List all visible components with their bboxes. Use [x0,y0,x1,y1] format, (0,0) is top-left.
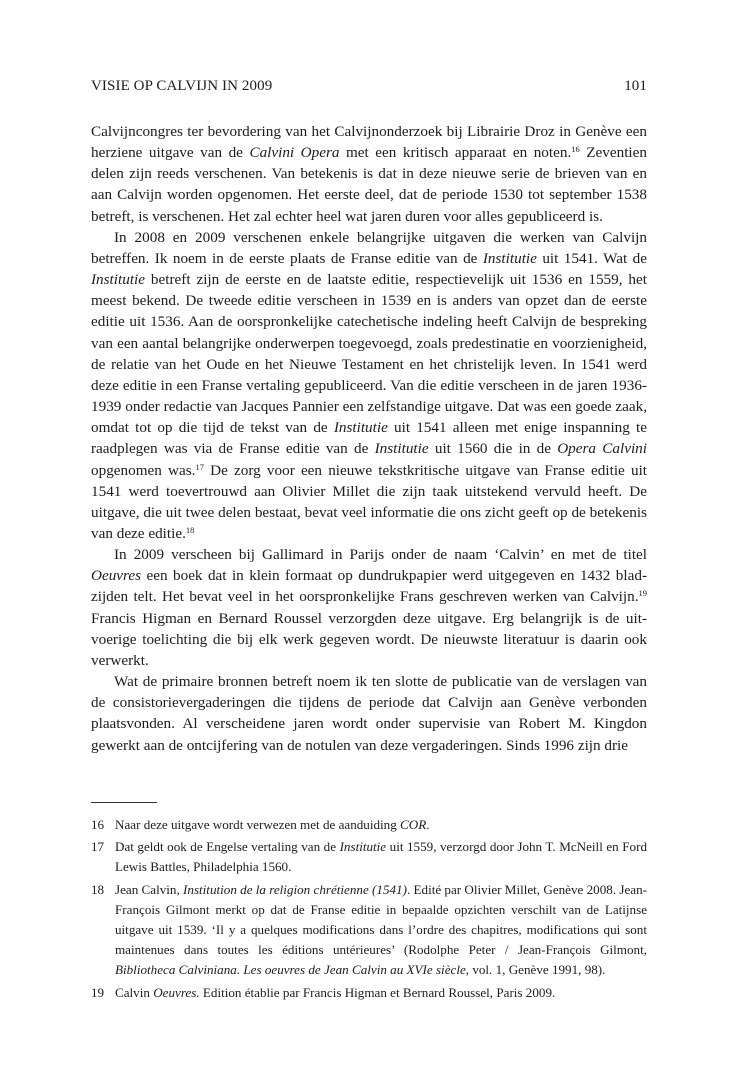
footnote-separator [91,802,157,803]
footnote [91,983,647,1003]
footnote-number: 16 [91,817,105,832]
text-run: uit 1541 alleen met enige inspanning te raadplegen was via de Franse editie van de [91,419,647,458]
text-run: met een kritisch apparaat en noten. [339,144,572,162]
italic-text: Opera Calvini [557,440,647,458]
footnote-reference: 16 [571,144,580,155]
text-run: In 2009 verscheen bij Gallimard in Parijs onder de naam ‘Calvin’ en met de titel [114,546,647,564]
paragraph [91,121,647,227]
paragraph [91,544,647,671]
text-run: betreft zijn de eerste en de laatste editie, respectievelijk uit 1536 en 1559, het meest bekend. De tweede editie verscheen in 1539 en is anders van opzet dan de eerste editie uit 1536. Aan de oorspronkelijke catechetische indeling heeft Calvijn de bespreking van een aantal belangrijke onderwerpen toegevoegd, zoals predestinatie en voorzienigheid, de relatie van het Oude en het Nieuwe Testament en het christelijk leven. In 1541 werd deze editie in een Franse vertaling gepubliceerd. Van die editie verscheen in de jaren 1936-1939 onder redactie van Jacques Pannier een zelfstandige uitgave. Dat was een goede zaak, omdat tot op die tijd de tekst van de [91,271,647,437]
running-title: VISIE OP CALVIJN IN 2009 [91,78,273,94]
text-run: Naar deze uitgave wordt verwezen met de aanduiding [115,817,401,832]
paragraph [91,671,647,756]
footnotes [91,815,647,1005]
italic-text: Institutie [333,419,388,437]
footnote-number: 18 [91,881,105,897]
italic-text: Oeuvres [91,567,142,585]
footnote [91,880,647,981]
text-run: Zeventien delen zijn reeds verschenen. Van betekenis is dat in deze nieuwe serie de brieven van en aan Calvijn worden opgenomen. Het eerste deel, dat de periode 1530 tot september 1538 betreft, is verschenen. Het zal echter heel wat jaren duren voor alles gepubliceerd is. [91,144,647,225]
text-run: . [426,817,430,832]
text-run: uit 1560 die in de [428,440,558,458]
text-run: Calvin [115,984,154,1000]
paragraph [91,227,647,544]
text-run: uit 1541. Wat de [536,249,647,267]
text-run: . Edité par Olivier Millet, Genève 2008. Jean-François Gilmont merkt op dat de Franse editie in bepaalde opzichten verschilt van de Latijnse uitgave uit 1539. ‘Il y a quelques modifications dans l’ordre des chapitres, modifications qui sont maintenues dans toutes les éditions untérieures’ (Rodolphe Peter / Jean-François Gilmont, [115,881,648,958]
italic-text: Institution de la religion chrétienne (1541) [183,881,407,897]
text-run: Dat geldt ook de Engelse vertaling van de [115,839,340,855]
text-run: In 2008 en 2009 verschenen enkele belangrijke uitgaven die werken van Calvijn betreffen. Ik noem in de eerste plaats de Franse editie van de [91,228,647,267]
text-run: een boek dat in klein formaat op dundrukpapier werd uitgegeven en 1432 bladzijden telt. Het bevat veel in het oorspronkelijke Frans geschreven werken van Calvijn. [91,567,647,606]
text-run: De zorg voor een nieuwe tekstkritische uitgave van Franse editie uit 1541 werd toevertrouwd aan Olivier Millet die zijn taak uitstekend vervuld heeft. De uitgave, die uit twee delen bestaat, bevat veel informatie die ons zicht geeft op de betekenis van deze editie. [91,461,648,542]
italic-text: Oeuvres. [153,984,200,1000]
italic-text: Bibliotheca Calviniana. Les oeuvres de Jean Calvin au XVIe siècle [115,962,466,978]
text-run: Wat de primaire bronnen betreft noem ik ten slotte de publicatie van de verslagen van de consistorievergaderingen die tijdens de periode dat Calvijn aan Genève verbonden plaatsvonden. Al verscheidene jaren wordt onder supervisie van Robert M. Kingdon gewerkt aan de ontcijfering van de notulen van deze vergaderingen. Sinds 1996 zijn drie [91,673,647,754]
text-run: Edition établie par Francis Higman et Bernard Roussel, Paris 2009. [199,984,556,1000]
page-number: 101 [624,78,647,94]
footnote [91,837,647,877]
running-header [91,78,647,100]
text-run: uit 1559, verzorgd door John T. McNeill en Ford Lewis Battles, Philadelphia 1560. [115,839,647,875]
footnote-number: 19 [91,984,105,1000]
footnote-reference: 17 [195,461,204,472]
text-run: Jean Calvin, [115,881,184,897]
footnote-reference: 18 [185,524,195,535]
italic-text: Institutie [482,249,537,267]
text-run: , vol. 1, Genève 1991, 98). [465,962,606,978]
text-run: Calvijncongres ter bevordering van het Calvijnonderzoek bij Librairie Droz in Genève een herziene uitgave van de [91,123,647,162]
footnote [91,815,647,835]
italic-text: Institutie [91,271,145,289]
footnote-number: 17 [91,839,105,855]
text-run: opgenomen was. [91,461,196,479]
footnote-reference: 19 [638,588,647,599]
italic-text: Calvini Opera [249,144,340,162]
text-run: Francis Higman en Bernard Roussel verzorgden deze uitgave. Erg belangrijk is de uitvoerige toelichting die bij elk werk gegeven wordt. De nieuwste literatuur is daarin ook verwerkt. [91,609,647,669]
italic-text: COR [400,817,427,832]
body-text [91,121,647,756]
italic-text: Institutie [339,839,387,855]
italic-text: Institutie [374,440,429,458]
